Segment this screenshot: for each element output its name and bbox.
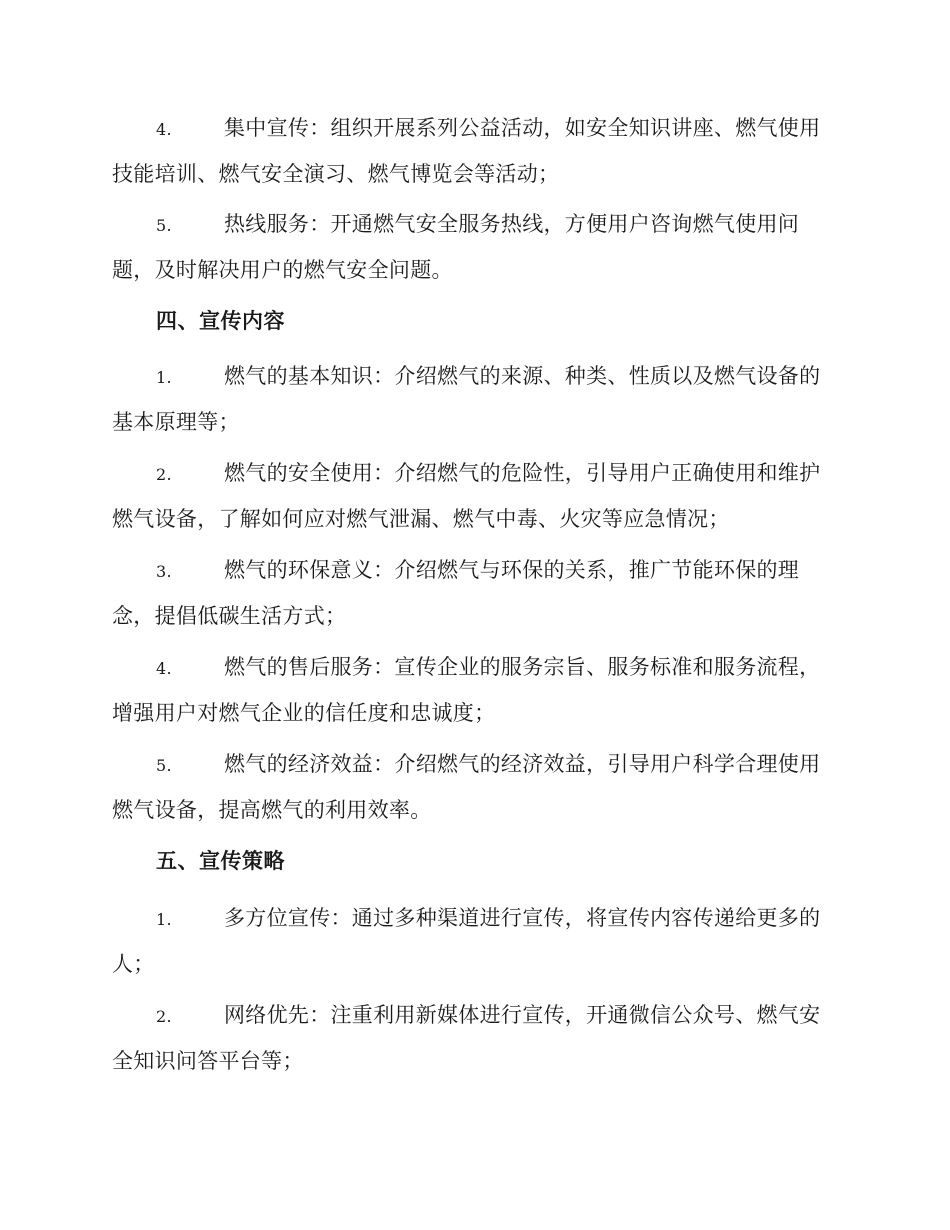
item-text: 多方位宣传：通过多种渠道进行宣传，将宣传内容传递给更多的人；	[112, 906, 821, 976]
list-item	[112, 202, 840, 292]
item-text: 燃气的安全使用：介绍燃气的危险性，引导用户正确使用和维护燃气设备，了解如何应对燃气泄漏、燃气中毒、火灾等应急情况；	[112, 461, 821, 531]
list-item	[112, 451, 840, 541]
section-heading: 五、宣传策略	[156, 848, 285, 873]
list-item	[112, 645, 840, 735]
list-item	[112, 896, 840, 986]
item-text: 热线服务：开通燃气安全服务热线，方便用户咨询燃气使用问题，及时解决用户的燃气安全问题。	[112, 212, 800, 282]
item-text: 网络优先：注重利用新媒体进行宣传，开通微信公众号、燃气安全知识问答平台等；	[112, 1003, 821, 1073]
item-text: 集中宣传：组织开展系列公益活动，如安全知识讲座、燃气使用技能培训、燃气安全演习、燃气博览会等活动；	[112, 116, 821, 186]
item-number: 2.	[156, 1007, 172, 1026]
item-text: 燃气的售后服务：宣传企业的服务宗旨、服务标准和服务流程，增强用户对燃气企业的信任度和忠诚度；	[112, 655, 821, 725]
list-item	[112, 106, 840, 196]
item-text: 燃气的基本知识：介绍燃气的来源、种类、性质以及燃气设备的基本原理等；	[112, 364, 821, 434]
item-text: 燃气的环保意义：介绍燃气与环保的关系，推广节能环保的理念，提倡低碳生活方式；	[112, 558, 800, 628]
item-number: 5.	[156, 216, 172, 235]
item-number: 1.	[156, 910, 172, 929]
item-number: 4.	[156, 120, 172, 139]
list-item	[112, 993, 840, 1083]
item-number: 4.	[156, 659, 172, 678]
list-item	[112, 548, 840, 638]
item-number: 1.	[156, 368, 172, 387]
item-number: 2.	[156, 465, 172, 484]
section-heading: 四、宣传内容	[156, 308, 285, 333]
item-text: 燃气的经济效益：介绍燃气的经济效益，引导用户科学合理使用燃气设备，提高燃气的利用效率。	[112, 752, 821, 822]
item-number: 3.	[156, 562, 172, 581]
list-item	[112, 354, 840, 444]
list-item	[112, 742, 840, 832]
item-number: 5.	[156, 756, 172, 775]
